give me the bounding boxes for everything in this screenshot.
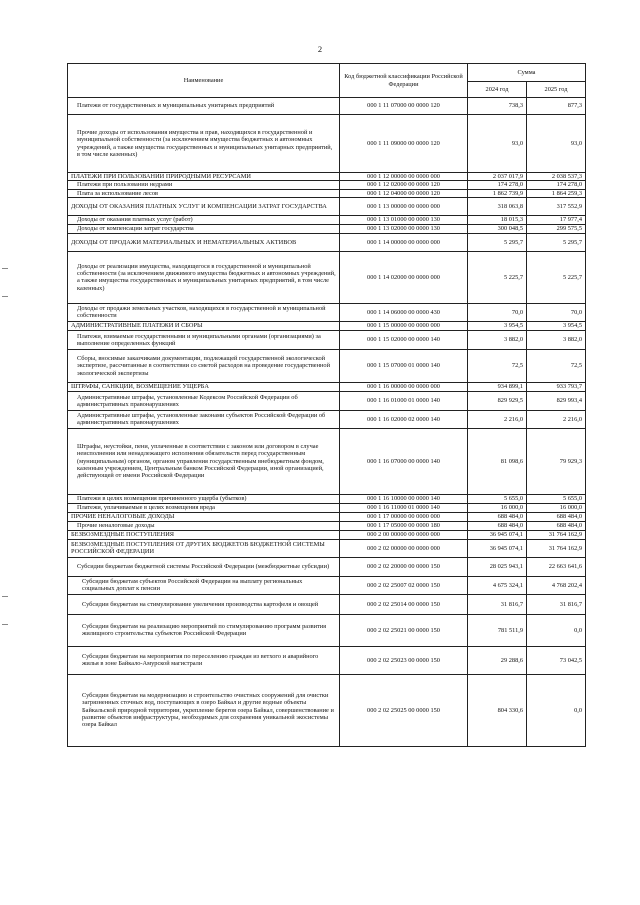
row-name: Платежи, уплачиваемые в целях возмещения вреда [68,503,340,512]
row-value-2024: 72,5 [468,349,527,382]
row-value-2025: 22 663 641,6 [527,557,586,576]
row-code: 000 1 11 09000 00 0000 120 [340,115,468,173]
row-code: 000 1 15 00000 00 0000 000 [340,321,468,330]
row-value-2024: 688 484,0 [468,512,527,521]
header-year-2024: 2024 год [468,82,527,98]
header-year-2025: 2025 год [527,82,586,98]
scan-margin-marks [2,0,10,905]
table-row [68,494,586,503]
row-value-2025: 933 793,7 [527,382,586,391]
row-value-2024: 174 278,0 [468,181,527,189]
row-name: Доходы от реализации имущества, находящегося в государственной и муниципальной собственности (за исключением движимого имущества бюджетных и автономных учреждений, а также имущества государственных и муниципальных унитарных предприятий, в том числе казенных) [68,251,340,303]
row-value-2024: 5 225,7 [468,251,527,303]
row-name: Субсидии бюджетам субъектов Российской Федерации на выплату региональных социальных доплат к пенсии [68,576,340,594]
revenue-table [67,63,586,747]
row-value-2025: 4 768 202,4 [527,576,586,594]
row-code: 000 2 02 25023 00 0000 150 [340,646,468,674]
row-name: Сборы, вносимые заказчиками документации, подлежащей государственной экологической экспертизе, рассчитанные в соответствии со сметой расходов на проведение государственной экологической экспертизы [68,349,340,382]
row-value-2025: 31 816,7 [527,594,586,614]
row-name: Прочие неналоговые доходы [68,521,340,530]
row-code: 000 1 17 00000 00 0000 000 [340,512,468,521]
row-value-2024: 28 025 943,1 [468,557,527,576]
header-name: Наименование [68,64,340,98]
row-name: АДМИНИСТРАТИВНЫЕ ПЛАТЕЖИ И СБОРЫ [68,321,340,330]
table-row [68,410,586,428]
table-row [68,428,586,494]
table-row [68,646,586,674]
row-name: Платежи, взимаемые государственными и муниципальными органами (организациями) за выполнение определенных функций [68,330,340,349]
table-row [68,557,586,576]
row-name: ПРОЧИЕ НЕНАЛОГОВЫЕ ДОХОДЫ [68,512,340,521]
row-code: 000 1 16 01000 01 0000 140 [340,391,468,410]
row-name: ДОХОДЫ ОТ ПРОДАЖИ МАТЕРИАЛЬНЫХ И НЕМАТЕРИАЛЬНЫХ АКТИВОВ [68,233,340,251]
row-code: 000 1 13 02000 00 0000 130 [340,224,468,233]
row-name: Платежи от государственных и муниципальных унитарных предприятий [68,98,340,115]
row-name: Субсидии бюджетам на модернизацию и строительство очистных сооружений для очистки загрязненных сточных вод, поступающих в озеро Байкал и другие водные объекты Байкальской природной территории, укрепление берегов озера Байкал, совершенствование и развитие объектов инфраструктуры, необходимых для сохранения уникальной экосистемы озера Байкал [68,674,340,746]
row-name: ДОХОДЫ ОТ ОКАЗАНИЯ ПЛАТНЫХ УСЛУГ И КОМПЕНСАЦИИ ЗАТРАТ ГОСУДАРСТВА [68,197,340,215]
row-code: 000 1 13 00000 00 0000 000 [340,197,468,215]
row-code: 000 1 16 02000 02 0000 140 [340,410,468,428]
table-row [68,382,586,391]
row-value-2024: 934 899,1 [468,382,527,391]
row-value-2025: 829 993,4 [527,391,586,410]
table-row [68,614,586,646]
row-code: 000 2 02 20000 00 0000 150 [340,557,468,576]
row-value-2024: 804 330,6 [468,674,527,746]
row-code: 000 1 12 00000 00 0000 000 [340,173,468,181]
row-value-2025: 688 484,0 [527,521,586,530]
row-value-2024: 688 484,0 [468,521,527,530]
row-name: Платежи при пользовании недрами [68,181,340,189]
row-code: 000 2 02 25014 00 0000 150 [340,594,468,614]
row-name: Субсидии бюджетам на мероприятия по переселению граждан из ветхого и аварийного жилья в зоне Байкало-Амурской магистрали [68,646,340,674]
row-value-2024: 36 945 074,1 [468,530,527,539]
table-row [68,197,586,215]
row-value-2025: 5 655,0 [527,494,586,503]
row-code: 000 2 00 00000 00 0000 000 [340,530,468,539]
row-value-2025: 688 484,0 [527,512,586,521]
row-value-2025: 3 882,0 [527,330,586,349]
table-row [68,674,586,746]
table-row [68,330,586,349]
row-value-2025: 5 225,7 [527,251,586,303]
table-row [68,173,586,181]
table-row [68,539,586,557]
table-row [68,224,586,233]
row-value-2025: 5 295,7 [527,233,586,251]
row-value-2025: 3 954,5 [527,321,586,330]
row-code: 000 2 02 00000 00 0000 000 [340,539,468,557]
row-code: 000 2 02 25007 02 0000 150 [340,576,468,594]
table-row [68,349,586,382]
row-value-2024: 781 511,9 [468,614,527,646]
row-value-2024: 318 063,8 [468,197,527,215]
row-code: 000 1 14 02000 00 0000 000 [340,251,468,303]
row-value-2024: 1 862 739,9 [468,189,527,197]
table-row [68,115,586,173]
row-value-2024: 3 954,5 [468,321,527,330]
table-row [68,521,586,530]
table-row [68,233,586,251]
row-value-2025: 2 038 537,3 [527,173,586,181]
table-row [68,303,586,321]
row-name: ПЛАТЕЖИ ПРИ ПОЛЬЗОВАНИИ ПРИРОДНЫМИ РЕСУРСАМИ [68,173,340,181]
table-row [68,503,586,512]
row-name: Субсидии бюджетам на реализацию мероприятий по стимулированию программ развития жилищного строительства субъектов Российской Федерации [68,614,340,646]
row-code: 000 1 13 01000 00 0000 130 [340,215,468,224]
row-value-2025: 72,5 [527,349,586,382]
row-value-2025: 16 000,0 [527,503,586,512]
row-code: 000 1 16 00000 00 0000 000 [340,382,468,391]
row-code: 000 1 15 02000 00 0000 140 [340,330,468,349]
row-value-2024: 81 098,6 [468,428,527,494]
row-name: Административные штрафы, установленные Кодексом Российской Федерации об административных правонарушениях [68,391,340,410]
row-value-2024: 2 216,0 [468,410,527,428]
row-value-2025: 31 764 162,9 [527,539,586,557]
row-name: БЕЗВОЗМЕЗДНЫЕ ПОСТУПЛЕНИЯ [68,530,340,539]
row-code: 000 2 02 25025 00 0000 150 [340,674,468,746]
row-code: 000 1 12 04000 00 0000 120 [340,189,468,197]
row-name: Административные штрафы, установленные законами субъектов Российской Федерации об административных правонарушениях [68,410,340,428]
row-value-2025: 0,0 [527,614,586,646]
row-value-2025: 0,0 [527,674,586,746]
row-value-2024: 300 048,5 [468,224,527,233]
row-name: Доходы от продажи земельных участков, находящихся в государственной и муниципальной собственности [68,303,340,321]
row-value-2025: 174 278,0 [527,181,586,189]
row-name: Штрафы, неустойки, пени, уплаченные в соответствии с законом или договором в случае неисполнения или ненадлежащего исполнения обязательств перед государственным (муниципальным) органом, органом управления государственным внебюджетным фондом, казенным учреждением, Центральным банком Российской Федерации, иной организацией, действующей от имени Российской Федерации [68,428,340,494]
row-code: 000 1 12 02000 00 0000 120 [340,181,468,189]
table-row [68,512,586,521]
row-value-2025: 2 216,0 [527,410,586,428]
row-name: Платежи в целях возмещения причиненного ущерба (убытков) [68,494,340,503]
table-row [68,594,586,614]
row-value-2025: 17 977,4 [527,215,586,224]
row-code: 000 1 11 07000 00 0000 120 [340,98,468,115]
row-value-2024: 31 816,7 [468,594,527,614]
row-value-2024: 36 945 074,1 [468,539,527,557]
row-value-2025: 877,3 [527,98,586,115]
table-row [68,530,586,539]
row-value-2024: 5 295,7 [468,233,527,251]
table-body [68,98,586,747]
row-code: 000 1 17 05000 00 0000 180 [340,521,468,530]
row-name: БЕЗВОЗМЕЗДНЫЕ ПОСТУПЛЕНИЯ ОТ ДРУГИХ БЮДЖЕТОВ БЮДЖЕТНОЙ СИСТЕМЫ РОССИЙСКОЙ ФЕДЕРАЦИИ [68,539,340,557]
header-sum: Сумма [468,64,586,82]
row-value-2025: 1 864 259,3 [527,189,586,197]
row-code: 000 1 16 11000 01 0000 140 [340,503,468,512]
row-value-2025: 70,0 [527,303,586,321]
row-value-2024: 3 882,0 [468,330,527,349]
table-row [68,181,586,189]
row-value-2025: 79 929,3 [527,428,586,494]
row-code: 000 1 15 07000 01 0000 140 [340,349,468,382]
row-name: Доходы от оказания платных услуг (работ) [68,215,340,224]
row-value-2024: 70,0 [468,303,527,321]
row-value-2024: 29 288,6 [468,646,527,674]
table-row [68,98,586,115]
row-value-2025: 31 764 162,9 [527,530,586,539]
row-name: Субсидии бюджетам на стимулирование увеличения производства картофеля и овощей [68,594,340,614]
row-value-2025: 299 575,5 [527,224,586,233]
row-value-2024: 16 000,0 [468,503,527,512]
row-code: 000 1 16 10000 00 0000 140 [340,494,468,503]
row-value-2024: 5 655,0 [468,494,527,503]
row-value-2024: 738,3 [468,98,527,115]
row-value-2025: 73 042,5 [527,646,586,674]
table-row [68,576,586,594]
table-row [68,215,586,224]
row-name: ШТРАФЫ, САНКЦИИ, ВОЗМЕЩЕНИЕ УЩЕРБА [68,382,340,391]
table-row [68,189,586,197]
row-value-2024: 4 675 324,1 [468,576,527,594]
row-code: 000 1 14 00000 00 0000 000 [340,233,468,251]
table-row [68,251,586,303]
row-name: Прочие доходы от использования имущества и прав, находящихся в государственной и муниципальной собственности (за исключением имущества бюджетных и автономных учреждений, а также имущества государственных и муниципальных унитарных предприятий, в том числе казенных) [68,115,340,173]
row-code: 000 1 14 06000 00 0000 430 [340,303,468,321]
row-name: Субсидии бюджетам бюджетной системы Российской Федерации (межбюджетные субсидии) [68,557,340,576]
page-number: 2 [317,44,323,54]
row-code: 000 1 16 07000 00 0000 140 [340,428,468,494]
row-value-2024: 18 015,3 [468,215,527,224]
row-code: 000 2 02 25021 00 0000 150 [340,614,468,646]
row-name: Плата за использование лесов [68,189,340,197]
row-value-2024: 829 929,5 [468,391,527,410]
row-value-2025: 93,0 [527,115,586,173]
table-row [68,321,586,330]
table-row [68,391,586,410]
row-value-2024: 2 037 017,9 [468,173,527,181]
row-value-2025: 317 552,9 [527,197,586,215]
row-name: Доходы от компенсации затрат государства [68,224,340,233]
row-value-2024: 93,0 [468,115,527,173]
header-code: Код бюджетной классификации Российской Федерации [340,64,468,98]
